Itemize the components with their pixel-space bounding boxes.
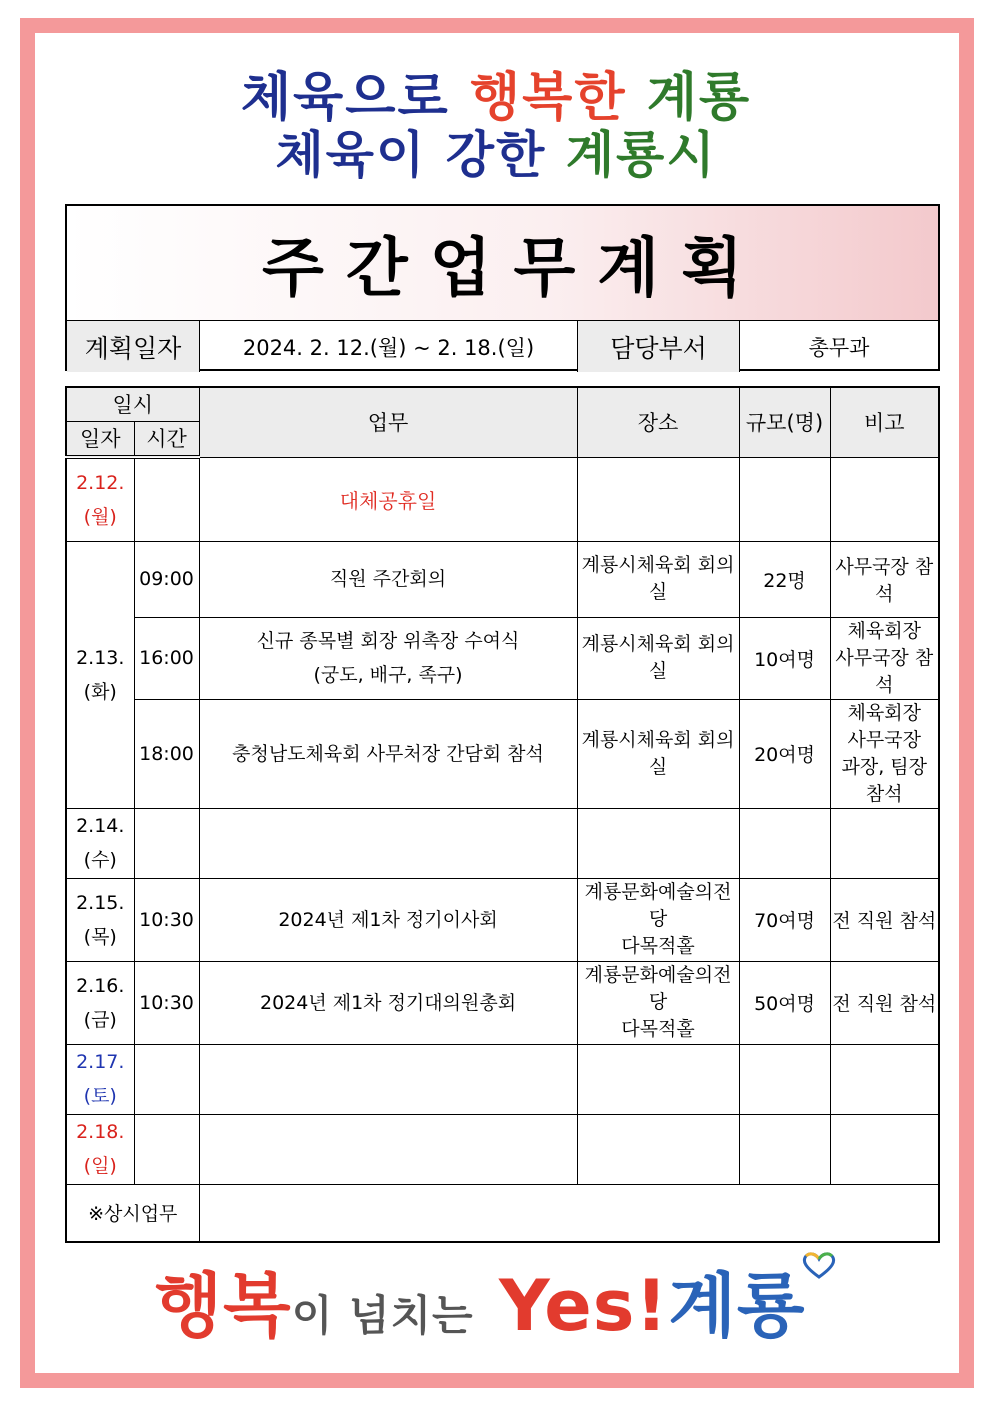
task-cell: 충청남도체육회 사무처장 간담회 참석 (199, 699, 577, 808)
time-cell: 16:00 (134, 617, 199, 699)
note-text: 참석 (865, 782, 903, 805)
place-cell: 계룡시체육회 회의실 (577, 617, 739, 699)
slogan-word: 계룡시 (565, 126, 717, 184)
note-cell: 사무국장 참석 (830, 541, 939, 617)
table-row (66, 1114, 939, 1184)
date-cell (66, 961, 134, 1044)
header-scale: 규모(명) (739, 387, 830, 457)
date-cell (66, 457, 134, 541)
note-text: 체육회장 (847, 701, 921, 724)
time-cell (134, 1114, 199, 1184)
plan-date-label: 계획일자 (67, 321, 200, 372)
table-row (66, 1184, 939, 1242)
header-note: 비고 (830, 387, 939, 457)
table-row (66, 457, 939, 541)
weekday-text: (토) (83, 1085, 117, 1107)
date-text: 2.15. (76, 891, 125, 914)
date-cell (66, 1114, 134, 1184)
scale-cell: 70여명 (739, 878, 830, 961)
scale-cell (739, 808, 830, 878)
task-cell: 2024년 제1차 정기이사회 (199, 878, 577, 961)
scale-cell: 50여명 (739, 961, 830, 1044)
slogan-line-2 (0, 115, 992, 187)
place-cell (577, 961, 739, 1044)
time-cell: 18:00 (134, 699, 199, 808)
note-cell (830, 808, 939, 878)
task-cell: 2024년 제1차 정기대의원총회 (199, 961, 577, 1044)
plan-date-value: 2024. 2. 12.(월) ~ 2. 18.(일) (200, 321, 578, 372)
note-cell: 전 직원 참석 (830, 878, 939, 961)
info-row (67, 321, 938, 372)
time-cell (134, 1044, 199, 1114)
schedule-table (65, 386, 940, 1243)
place-text: 계룡문화예술의전당 (584, 881, 732, 930)
date-cell (66, 1044, 134, 1114)
slogan-word: 이 넘치는 (291, 1291, 474, 1340)
time-cell: 09:00 (134, 541, 199, 617)
time-cell (134, 808, 199, 878)
slogan-word: 계룡 (668, 1265, 806, 1347)
date-text: 2.14. (76, 815, 125, 837)
slogan-word: 행복 (154, 1265, 292, 1347)
weekday-text: (수) (83, 849, 117, 871)
table-row (66, 617, 939, 699)
scale-cell: 20여명 (739, 699, 830, 808)
weekday-text: (월) (83, 505, 117, 528)
weekday-text: (금) (83, 1008, 117, 1031)
bottom-slogan (0, 1250, 992, 1351)
slogan-word: 행복한 (469, 68, 627, 128)
table-row (66, 808, 939, 878)
holiday-label: 대체공휴일 (339, 488, 437, 513)
note-cell (830, 699, 939, 808)
time-cell (134, 457, 199, 541)
table-row (66, 541, 939, 617)
header-place: 장소 (577, 387, 739, 457)
task-cell (199, 808, 577, 878)
place-cell (577, 878, 739, 961)
slogan-word: 계룡 (646, 68, 752, 128)
table-header-row (66, 387, 939, 421)
note-text: 사무국장 참석 (835, 646, 934, 696)
scale-cell (739, 1044, 830, 1114)
dept-label: 담당부서 (578, 321, 740, 372)
note-cell (830, 457, 939, 541)
header-time: 시간 (134, 421, 199, 457)
place-cell: 계룡시체육회 회의실 (577, 699, 739, 808)
regular-work-cell (199, 1184, 939, 1242)
table-row (66, 699, 939, 808)
task-text: (궁도, 배구, 족구) (313, 664, 463, 686)
title-box (65, 204, 940, 371)
dept-value: 총무과 (808, 335, 870, 360)
table-row (66, 878, 939, 961)
scale-cell: 22명 (739, 541, 830, 617)
header-datetime: 일시 (66, 387, 199, 421)
note-cell (830, 1114, 939, 1184)
note-text: 과장, 팀장 (841, 755, 928, 778)
slogan-word: 강한 (445, 126, 547, 184)
scale-cell: 10여명 (739, 617, 830, 699)
task-text: 신규 종목별 회장 위촉장 수여식 (256, 630, 520, 652)
task-cell: 직원 주간회의 (199, 541, 577, 617)
note-text: 사무국장 (847, 728, 921, 751)
place-cell (577, 1044, 739, 1114)
scale-cell (739, 457, 830, 541)
table-row (66, 1044, 939, 1114)
time-cell: 10:30 (134, 961, 199, 1044)
date-cell (66, 808, 134, 878)
date-text: 2.13. (76, 646, 125, 669)
page-title: 주간업무계획 (262, 232, 765, 306)
place-cell: 계룡시체육회 회의실 (577, 541, 739, 617)
date-cell (66, 541, 134, 808)
regular-work-label: ※상시업무 (66, 1184, 199, 1242)
place-cell (577, 1114, 739, 1184)
title-bar (67, 206, 938, 321)
weekday-text: (일) (83, 1155, 117, 1177)
header-date: 일자 (66, 421, 134, 457)
place-cell (577, 808, 739, 878)
slogan-word: 체육이 (275, 126, 427, 184)
place-text: 다목적홀 (621, 935, 695, 957)
task-cell (199, 1044, 577, 1114)
slogan-word: 체육으로 (240, 68, 450, 128)
date-cell (66, 878, 134, 961)
task-cell (199, 1114, 577, 1184)
date-text: 2.16. (76, 974, 125, 997)
place-text: 다목적홀 (621, 1018, 695, 1040)
task-cell (199, 457, 577, 541)
heart-icon (800, 1250, 838, 1280)
date-text: 2.17. (76, 1051, 125, 1073)
weekday-text: (목) (83, 925, 117, 948)
header-task: 업무 (199, 387, 577, 457)
place-cell (577, 457, 739, 541)
task-cell (199, 617, 577, 699)
note-cell (830, 617, 939, 699)
note-cell: 전 직원 참석 (830, 961, 939, 1044)
date-text: 2.18. (76, 1121, 125, 1143)
table-row (66, 961, 939, 1044)
scale-cell (739, 1114, 830, 1184)
note-text: 체육회장 (847, 619, 921, 642)
note-cell (830, 1044, 939, 1114)
date-text: 2.12. (76, 471, 125, 494)
weekday-text: (화) (83, 680, 117, 703)
slogan-word: Yes! (498, 1265, 669, 1347)
time-cell: 10:30 (134, 878, 199, 961)
place-text: 계룡문화예술의전당 (584, 964, 732, 1013)
